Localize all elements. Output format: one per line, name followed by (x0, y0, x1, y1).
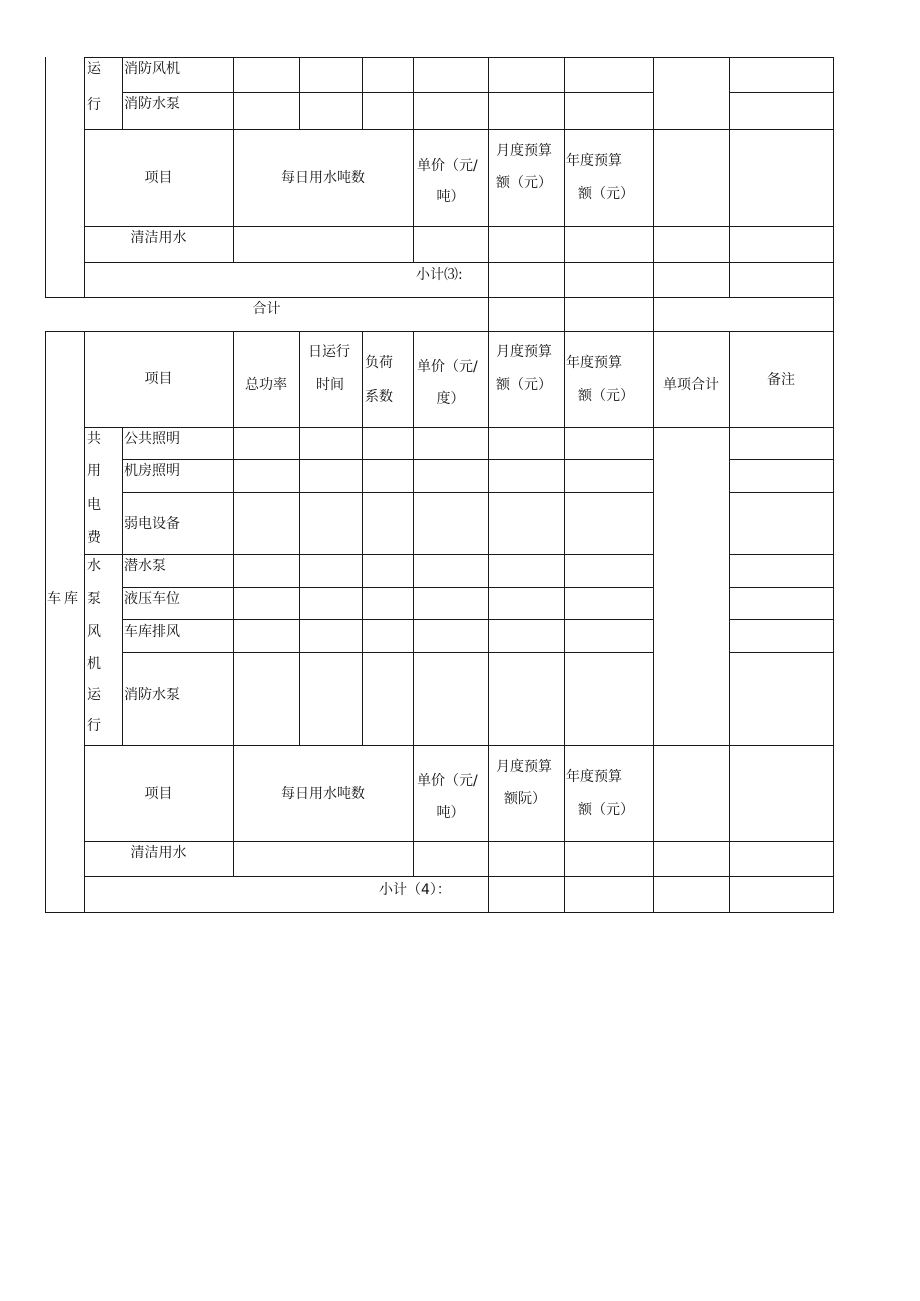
item-submersible-pump: 潜水泵 (124, 558, 166, 574)
col-header-item: 项目 (144, 170, 173, 186)
col-header-annual: 额（元） (578, 802, 634, 818)
col-header-item: 项目 (144, 786, 173, 802)
col-header-daily-runtime: 日运行 (308, 344, 350, 360)
row-cleaning-water: 清洁用水 (130, 845, 187, 861)
pump-fan-label-char: 行 (87, 718, 101, 734)
col-header-annual: 年度预算 (566, 355, 622, 371)
shared-elec-label-char: 共 (87, 431, 101, 447)
col-header-unit-price: 单价（元/ (417, 773, 478, 789)
col-header-remarks: 备注 (767, 372, 795, 388)
pump-fan-label-char: 水 (87, 558, 101, 574)
col-header-item-total: 单项合计 (663, 377, 719, 393)
item-hydraulic-parking: 液压车位 (124, 591, 180, 607)
col-header-annual: 额（元） (578, 388, 634, 404)
run-label-char: 行 (87, 97, 101, 113)
item-fire-pump: 消防水泵 (124, 96, 180, 112)
col-header-load-factor: 负荷 (365, 355, 393, 371)
shared-elec-label-char: 用 (87, 463, 101, 479)
category-char: 车 (47, 591, 61, 607)
col-header-item: 项目 (144, 371, 173, 387)
col-header-load-factor: 系数 (365, 389, 393, 405)
col-header-total-power: 总功率 (245, 377, 287, 393)
category-char: 库 (64, 591, 78, 607)
item-public-lighting: 公共照明 (124, 431, 180, 447)
item-garage-exhaust: 车库排风 (124, 624, 180, 640)
subtotal-4-label: 小计（4）： (379, 882, 451, 898)
pump-fan-label-char: 运 (87, 687, 101, 703)
shared-elec-label-char: 电 (87, 497, 101, 513)
col-header-annual: 年度预算 (566, 153, 622, 169)
subtotal-3-label: 小计⑶: (416, 267, 463, 283)
col-header-monthly: 额（元） (496, 175, 552, 191)
item-low-voltage-equipment: 弱电设备 (124, 516, 180, 532)
grand-total-label: 合计 (252, 301, 281, 317)
col-header-monthly: 额（元） (496, 377, 552, 393)
item-machine-room-lighting: 机房照明 (124, 463, 180, 479)
col-header-unit-price: 度） (436, 391, 465, 407)
pump-fan-label-char: 风 (87, 624, 101, 640)
col-header-monthly: 月度预算 (496, 759, 552, 775)
col-header-monthly: 月度预算 (496, 143, 552, 159)
col-header-unit-price: 单价（元/ (417, 359, 478, 375)
col-header-unit-price: 单价（元/ (417, 158, 478, 174)
item-fire-fan: 消防风机 (124, 61, 180, 77)
col-header-daily-tons: 每日用水吨数 (281, 170, 365, 186)
col-header-annual: 额（元） (578, 186, 634, 202)
shared-elec-label-char: 费 (87, 530, 101, 546)
col-header-annual: 年度预算 (566, 769, 622, 785)
col-header-daily-runtime: 时间 (316, 377, 344, 393)
col-header-daily-tons: 每日用水吨数 (281, 786, 365, 802)
col-header-unit-price: 吨） (436, 189, 465, 205)
item-fire-pump: 消防水泵 (124, 687, 180, 703)
run-label-char: 运 (87, 61, 101, 77)
pump-fan-label-char: 泵 (87, 591, 101, 607)
col-header-unit-price: 吨） (436, 805, 465, 821)
pump-fan-label-char: 机 (87, 656, 101, 672)
col-header-monthly: 月度预算 (496, 344, 552, 360)
row-cleaning-water: 清洁用水 (130, 230, 187, 246)
col-header-monthly: 额阮） (504, 791, 546, 807)
